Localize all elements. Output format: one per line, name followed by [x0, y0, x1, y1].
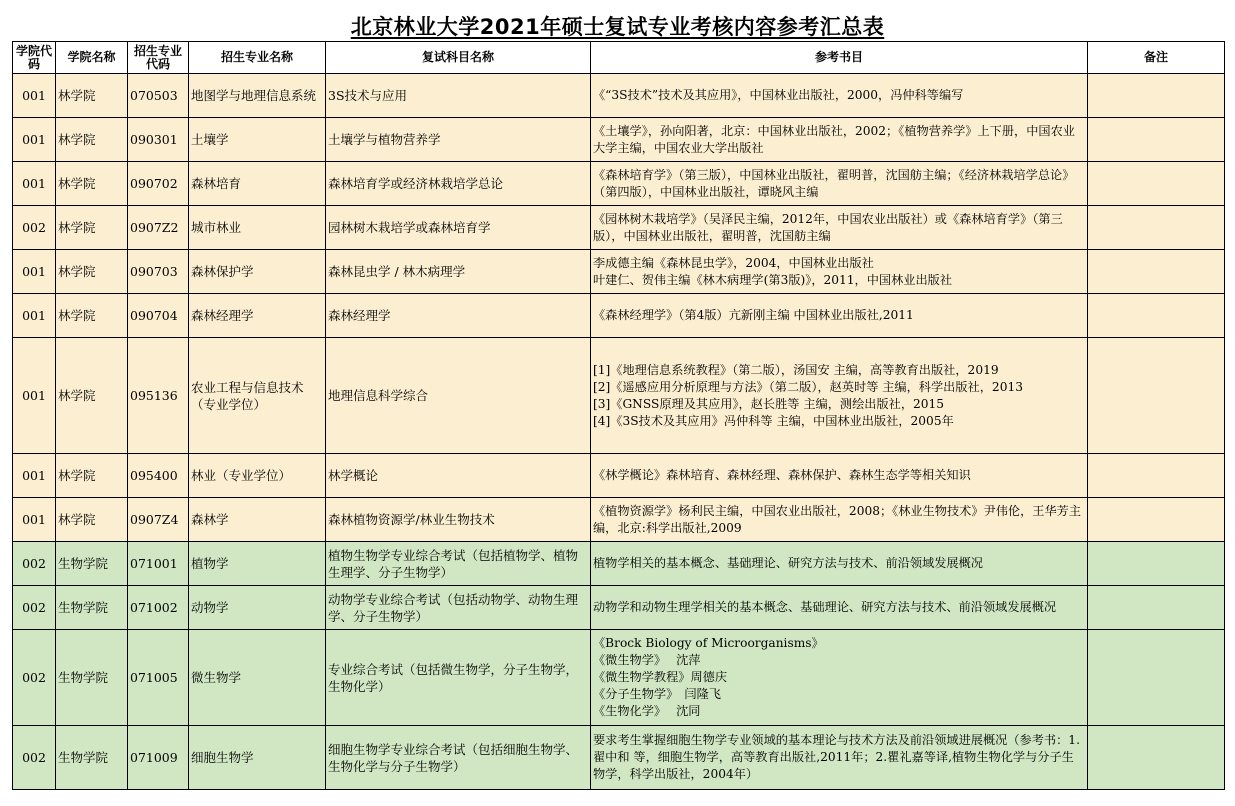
- cell-note: [1088, 542, 1225, 586]
- cell-college-name: 林学院: [56, 118, 128, 162]
- cell-subject: 3S技术与应用: [326, 74, 591, 118]
- book-line: [3]《GNSS原理及其应用》，赵长胜等 主编，测绘出版社，2015: [593, 396, 945, 411]
- cell-college-code: 002: [13, 630, 56, 726]
- cell-college-name: 林学院: [56, 74, 128, 118]
- cell-subject: 园林树木栽培学或森林培育学: [326, 206, 591, 250]
- cell-college-code: 001: [13, 338, 56, 454]
- table-row: [13, 294, 1225, 338]
- cell-subject: 森林经理学: [326, 294, 591, 338]
- table-row: [13, 542, 1225, 586]
- book-line: 《Brock Biology of Microorganisms》: [593, 636, 824, 650]
- header-college-code: 学院代码: [13, 42, 56, 74]
- cell-subject: 森林昆虫学 / 林木病理学: [326, 250, 591, 294]
- header-major-code: 招生专业代码: [128, 42, 189, 74]
- cell-major-name: 植物学: [189, 542, 326, 586]
- cell-note: [1088, 338, 1225, 454]
- cell-subject: 植物生物学专业综合考试（包括植物学、植物生理学、分子生物学）: [326, 542, 591, 586]
- cell-major-code: 090704: [128, 294, 189, 338]
- cell-books: [591, 162, 1088, 206]
- cell-college-code: 001: [13, 74, 56, 118]
- cell-note: [1088, 294, 1225, 338]
- table-row: [13, 250, 1225, 294]
- header-books: 参考书目: [591, 42, 1088, 74]
- cell-major-name: 森林学: [189, 498, 326, 542]
- cell-books: [591, 74, 1088, 118]
- table-row: [13, 586, 1225, 630]
- cell-major-name: 地图学与地理信息系统: [189, 74, 326, 118]
- cell-note: [1088, 250, 1225, 294]
- book-line: [2]《遥感应用分析原理与方法》（第二版），赵英时等 主编，科学出版社，2013: [593, 379, 1023, 394]
- book-line: 《植物资源学》杨利民主编，中国农业出版社，2008；《林业生物技术》尹伟伦，王华芳主编，北京:科学出版社,2009: [593, 503, 1082, 535]
- cell-college-code: 002: [13, 586, 56, 630]
- cell-college-name: 林学院: [56, 250, 128, 294]
- cell-major-code: 090703: [128, 250, 189, 294]
- cell-books: [591, 726, 1088, 790]
- cell-subject: 动物学专业综合考试（包括动物学、动物生理学、分子生物学）: [326, 586, 591, 630]
- cell-subject: 森林培育学或经济林栽培学总论: [326, 162, 591, 206]
- summary-table: [12, 41, 1225, 790]
- cell-college-name: 林学院: [56, 294, 128, 338]
- cell-major-name: 细胞生物学: [189, 726, 326, 790]
- book-line: 李成德主编《森林昆虫学》，2004，中国林业出版社: [593, 255, 874, 270]
- cell-college-name: 生物学院: [56, 630, 128, 726]
- table-row: [13, 74, 1225, 118]
- cell-subject: 森林植物资源学/林业生物技术: [326, 498, 591, 542]
- cell-note: [1088, 498, 1225, 542]
- book-line: 《园林树木栽培学》（吴泽民主编，2012年，中国农业出版社）或《森林培育学》（第三版），中国林业出版社，翟明普，沈国舫主编: [593, 211, 1063, 243]
- book-line: 叶建仁、贺伟主编《林木病理学(第3版)》，2011，中国林业出版社: [593, 272, 953, 287]
- cell-major-name: 林业（专业学位）: [189, 454, 326, 498]
- cell-books: [591, 498, 1088, 542]
- cell-major-code: 071002: [128, 586, 189, 630]
- book-line: 《生物化学》 沈同: [593, 704, 701, 718]
- cell-college-code: 002: [13, 542, 56, 586]
- cell-major-name: 森林培育: [189, 162, 326, 206]
- book-line: 《“3S技术”技术及其应用》，中国林业出版社，2000，冯仲科等编写: [593, 88, 964, 102]
- header-note: 备注: [1088, 42, 1225, 74]
- book-line: 《分子生物学》 闫隆飞: [593, 687, 721, 701]
- cell-books: [591, 542, 1088, 586]
- cell-subject: 细胞生物学专业综合考试（包括细胞生物学、生物化学与分子生物学）: [326, 726, 591, 790]
- cell-major-name: 微生物学: [189, 630, 326, 726]
- cell-major-name: 森林经理学: [189, 294, 326, 338]
- book-line: [4]《3S技术及其应用》冯仲科等 主编，中国林业出版社，2005年: [593, 413, 954, 428]
- cell-major-name: 土壤学: [189, 118, 326, 162]
- page-title: 北京林业大学2021年硕士复试专业考核内容参考汇总表: [350, 15, 885, 39]
- cell-note: [1088, 206, 1225, 250]
- cell-college-code: 002: [13, 206, 56, 250]
- cell-college-name: 林学院: [56, 498, 128, 542]
- cell-major-name: 动物学: [189, 586, 326, 630]
- cell-books: [591, 206, 1088, 250]
- cell-books: [591, 338, 1088, 454]
- cell-college-code: 001: [13, 454, 56, 498]
- cell-college-name: 生物学院: [56, 542, 128, 586]
- cell-note: [1088, 118, 1225, 162]
- cell-college-name: 林学院: [56, 162, 128, 206]
- book-line: 《微生物学教程》周德庆: [593, 670, 728, 684]
- table-row: [13, 162, 1225, 206]
- cell-college-name: 林学院: [56, 206, 128, 250]
- cell-books: [591, 294, 1088, 338]
- cell-books: [591, 250, 1088, 294]
- table-row: [13, 338, 1225, 454]
- cell-college-code: 002: [13, 726, 56, 790]
- table-row: [13, 206, 1225, 250]
- cell-books: [591, 454, 1088, 498]
- table-body: [13, 74, 1225, 790]
- cell-note: [1088, 630, 1225, 726]
- book-line: 要求考生掌握细胞生物学专业领域的基本理论与技术方法及前沿领域进展概况（参考书：1.翟中和 等，细胞生物学，高等教育出版社,2011年；2.瞿礼嘉等译,植物生物化学与分子生物学，科学出版社，2004年）: [593, 733, 1080, 781]
- book-line: 《林学概论》森林培育、森林经理、森林保护、森林生态学等相关知识: [593, 468, 971, 482]
- header-major-name: 招生专业名称: [189, 42, 326, 74]
- table-row: [13, 726, 1225, 790]
- cell-college-code: 001: [13, 250, 56, 294]
- cell-major-code: 071005: [128, 630, 189, 726]
- cell-note: [1088, 586, 1225, 630]
- book-line: 《微生物学》 沈萍: [593, 653, 701, 667]
- cell-college-name: 生物学院: [56, 726, 128, 790]
- book-line: 《森林经理学》（第4版）亢新刚主编 中国林业出版社,2011: [593, 308, 914, 322]
- cell-major-name: 农业工程与信息技术（专业学位）: [189, 338, 326, 454]
- cell-college-code: 001: [13, 162, 56, 206]
- cell-major-name: 城市林业: [189, 206, 326, 250]
- cell-subject: 林学概论: [326, 454, 591, 498]
- cell-books: [591, 586, 1088, 630]
- cell-subject: 专业综合考试（包括微生物学，分子生物学，生物化学）: [326, 630, 591, 726]
- header-subject: 复试科目名称: [326, 42, 591, 74]
- header-row: [13, 42, 1225, 74]
- cell-note: [1088, 74, 1225, 118]
- cell-major-code: 071001: [128, 542, 189, 586]
- cell-major-name: 森林保护学: [189, 250, 326, 294]
- cell-note: [1088, 162, 1225, 206]
- cell-major-code: 090702: [128, 162, 189, 206]
- cell-major-code: 090301: [128, 118, 189, 162]
- cell-major-code: 071009: [128, 726, 189, 790]
- table-row: [13, 118, 1225, 162]
- header-college-name: 学院名称: [56, 42, 128, 74]
- cell-subject: 地理信息科学综合: [326, 338, 591, 454]
- book-line: 植物学相关的基本概念、基础理论、研究方法与技术、前沿领域发展概况: [593, 556, 983, 570]
- table-row: [13, 498, 1225, 542]
- cell-major-code: 095400: [128, 454, 189, 498]
- cell-books: [591, 630, 1088, 726]
- cell-major-code: 070503: [128, 74, 189, 118]
- table-row: [13, 454, 1225, 498]
- cell-note: [1088, 454, 1225, 498]
- cell-books: [591, 118, 1088, 162]
- cell-college-code: 001: [13, 118, 56, 162]
- cell-major-code: 0907Z2: [128, 206, 189, 250]
- book-line: [1]《地理信息系统教程》（第二版），汤国安 主编，高等教育出版社，2019: [593, 362, 999, 377]
- book-line: 《土壤学》，孙向阳著，北京：中国林业出版社，2002；《植物营养学》上下册，中国农业大学主编，中国农业大学出版社: [593, 123, 1075, 155]
- table-row: [13, 630, 1225, 726]
- cell-college-name: 林学院: [56, 454, 128, 498]
- cell-note: [1088, 726, 1225, 790]
- cell-major-code: 095136: [128, 338, 189, 454]
- cell-college-name: 生物学院: [56, 586, 128, 630]
- book-line: 动物学和动物生理学相关的基本概念、基础理论、研究方法与技术、前沿领域发展概况: [593, 600, 1057, 614]
- cell-major-code: 0907Z4: [128, 498, 189, 542]
- cell-college-code: 001: [13, 294, 56, 338]
- book-line: 《森林培育学》（第三版），中国林业出版社，翟明普，沈国舫主编；《经济林栽培学总论》（第四版），中国林业出版社，谭晓风主编: [593, 167, 1075, 199]
- cell-college-name: 林学院: [56, 338, 128, 454]
- cell-subject: 土壤学与植物营养学: [326, 118, 591, 162]
- cell-college-code: 001: [13, 498, 56, 542]
